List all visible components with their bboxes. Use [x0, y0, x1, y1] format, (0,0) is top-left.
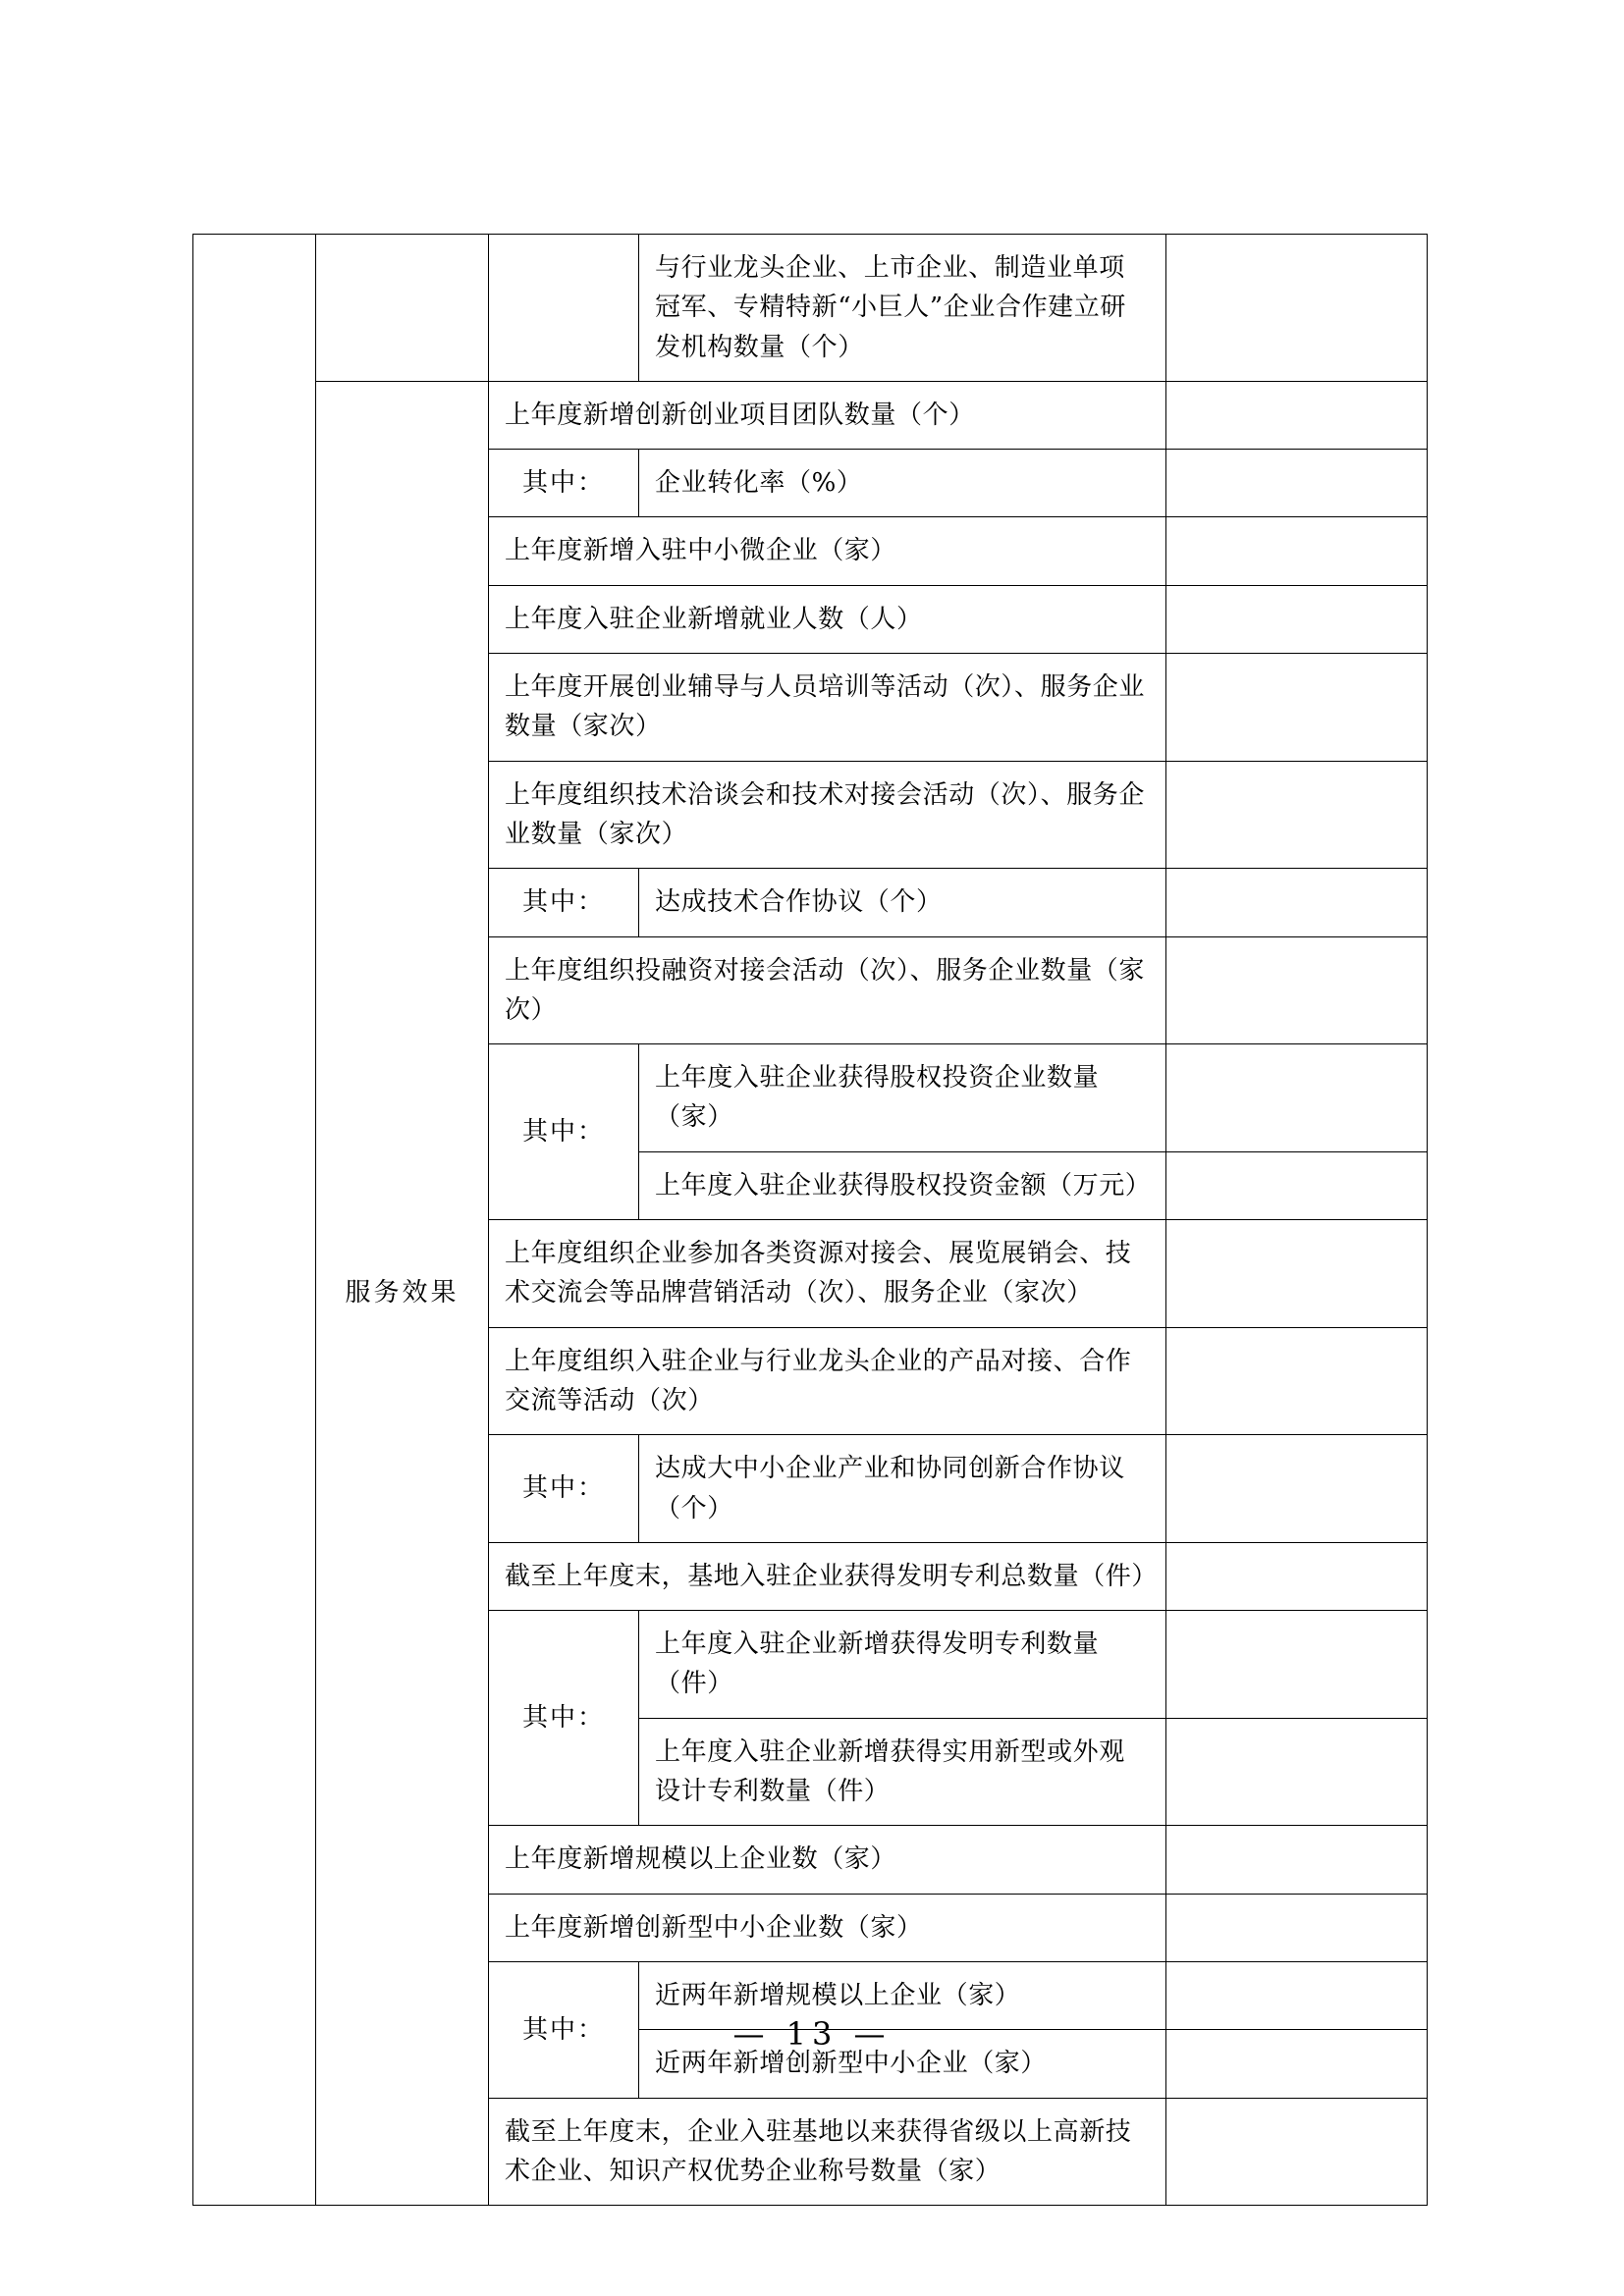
outer-category-cell [193, 235, 316, 2206]
group-cell-empty [316, 235, 489, 382]
indicator-value-input[interactable] [1166, 1542, 1428, 1610]
qizhong-label: 其中： [489, 869, 639, 936]
page-number: — 13 — [732, 2015, 892, 2053]
indicator-label: 达成大中小企业产业和协同创新合作协议（个） [639, 1435, 1166, 1543]
indicator-value-input[interactable] [1166, 761, 1428, 869]
table-row [193, 235, 1428, 382]
indicator-value-input[interactable] [1166, 1327, 1428, 1435]
indicator-label: 上年度组织入驻企业与行业龙头企业的产品对接、合作交流等活动（次） [489, 1327, 1166, 1435]
indicator-label: 上年度新增规模以上企业数（家） [489, 1826, 1166, 1894]
indicator-label: 上年度组织投融资对接会活动（次）、服务企业数量（家次） [489, 936, 1166, 1044]
indicator-label: 上年度开展创业辅导与人员培训等活动（次）、服务企业数量（家次） [489, 654, 1166, 762]
indicator-label: 上年度新增入驻中小微企业（家） [489, 517, 1166, 585]
indicator-label: 企业转化率（%） [639, 450, 1166, 517]
indicator-label: 近两年新增规模以上企业（家） [639, 1961, 1166, 2029]
indicator-label: 上年度入驻企业获得股权投资金额（万元） [639, 1151, 1166, 1219]
indicator-label: 上年度入驻企业新增就业人数（人） [489, 585, 1166, 653]
group-label-service-effect: 服务效果 [316, 381, 489, 2205]
indicator-label: 上年度组织技术洽谈会和技术对接会活动（次）、服务企业数量（家次） [489, 761, 1166, 869]
indicator-label: 上年度新增创新创业项目团队数量（个） [489, 381, 1166, 449]
indicator-value-input[interactable] [1166, 381, 1428, 449]
indicator-label: 截至上年度末，基地入驻企业获得发明专利总数量（件） [489, 1542, 1166, 1610]
indicator-value-input[interactable] [1166, 1220, 1428, 1328]
qizhong-label: 其中： [489, 1961, 639, 2098]
indicator-label: 达成技术合作协议（个） [639, 869, 1166, 936]
qizhong-label: 其中： [489, 1611, 639, 1826]
indicator-label: 截至上年度末，企业入驻基地以来获得省级以上高新技术企业、知识产权优势企业称号数量（家） [489, 2098, 1166, 2206]
indicator-label: 与行业龙头企业、上市企业、制造业单项冠军、专精特新“小巨人”企业合作建立研发机构数量（个） [639, 235, 1166, 382]
indicator-value-input[interactable] [1166, 235, 1428, 382]
indicator-value-input[interactable] [1166, 1894, 1428, 1961]
indicator-label: 上年度新增创新型中小企业数（家） [489, 1894, 1166, 1961]
indicator-label: 近两年新增创新型中小企业（家） [639, 2030, 1166, 2098]
indicator-value-input[interactable] [1166, 517, 1428, 585]
indicator-value-input[interactable] [1166, 936, 1428, 1044]
indicator-value-input[interactable] [1166, 654, 1428, 762]
indicator-label: 上年度入驻企业新增获得发明专利数量（件） [639, 1611, 1166, 1719]
qizhong-label: 其中： [489, 1044, 639, 1220]
spacer-cell [489, 235, 639, 382]
table-row [193, 381, 1428, 449]
indicator-value-input[interactable] [1166, 450, 1428, 517]
indicator-value-input[interactable] [1166, 1151, 1428, 1219]
indicator-value-input[interactable] [1166, 1611, 1428, 1719]
indicator-label: 上年度入驻企业获得股权投资企业数量（家） [639, 1044, 1166, 1152]
indicator-value-input[interactable] [1166, 1826, 1428, 1894]
qizhong-label: 其中： [489, 1435, 639, 1543]
indicator-value-input[interactable] [1166, 1435, 1428, 1543]
indicator-value-input[interactable] [1166, 869, 1428, 936]
qizhong-label: 其中： [489, 450, 639, 517]
indicator-value-input[interactable] [1166, 1044, 1428, 1152]
indicator-label: 上年度组织企业参加各类资源对接会、展览展销会、技术交流会等品牌营销活动（次）、服务企业（家次） [489, 1220, 1166, 1328]
service-effect-form-table [192, 234, 1428, 2206]
indicator-value-input[interactable] [1166, 585, 1428, 653]
indicator-label: 上年度入驻企业新增获得实用新型或外观设计专利数量（件） [639, 1718, 1166, 1826]
indicator-value-input[interactable] [1166, 2098, 1428, 2206]
indicator-value-input[interactable] [1166, 1718, 1428, 1826]
